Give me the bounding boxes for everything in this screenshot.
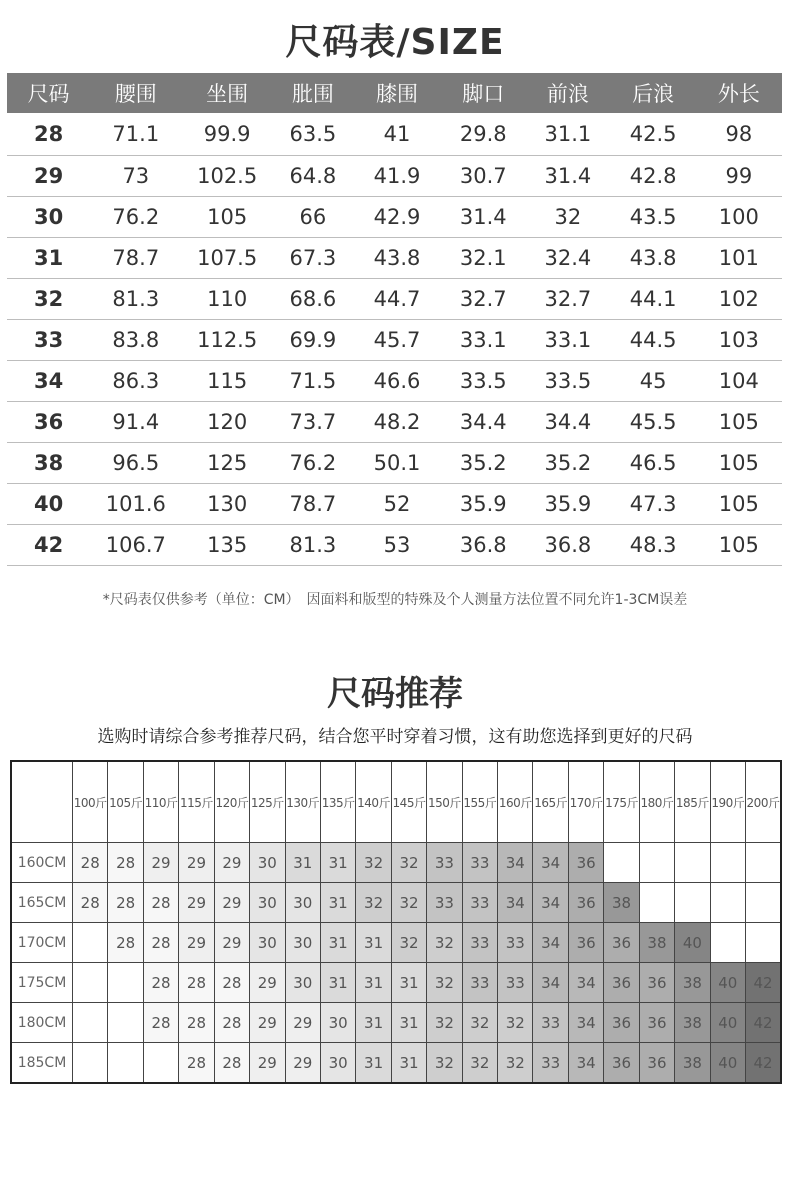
size-cell: 38 (7, 443, 90, 484)
weight-header-cell: 135斤 (320, 761, 355, 843)
measurement-cell: 64.8 (273, 156, 353, 197)
recommended-size-cell (746, 843, 781, 883)
measurement-cell: 41.9 (353, 156, 441, 197)
header-hem: 脚口 (441, 73, 525, 113)
measurement-cell: 78.7 (273, 484, 353, 525)
measurement-cell: 52 (353, 484, 441, 525)
recommended-size-cell: 38 (604, 883, 639, 923)
recommended-size-cell: 28 (179, 1003, 214, 1043)
measurement-cell: 106.7 (90, 525, 181, 566)
recommended-size-cell: 30 (250, 923, 285, 963)
weight-header-cell: 170斤 (568, 761, 603, 843)
measurement-cell: 45 (611, 361, 696, 402)
recommended-size-cell: 32 (498, 1003, 533, 1043)
recommended-size-cell: 31 (391, 1003, 426, 1043)
recommended-size-cell: 29 (285, 1043, 320, 1084)
recommended-size-cell (604, 843, 639, 883)
measurement-cell: 71.5 (273, 361, 353, 402)
measurement-cell: 42.9 (353, 197, 441, 238)
recommended-size-cell: 30 (250, 843, 285, 883)
recommended-size-cell: 31 (356, 963, 391, 1003)
weight-header-cell: 175斤 (604, 761, 639, 843)
recommended-size-cell: 28 (108, 923, 143, 963)
measurement-cell: 63.5 (273, 113, 353, 156)
recommended-size-cell: 38 (675, 1003, 710, 1043)
recommended-size-cell: 30 (285, 883, 320, 923)
height-row (11, 883, 781, 923)
recommended-size-cell: 36 (639, 1003, 674, 1043)
recommended-size-cell: 33 (462, 883, 497, 923)
recommended-size-cell: 28 (108, 883, 143, 923)
measurement-cell: 45.5 (611, 402, 696, 443)
recommended-size-cell: 36 (639, 963, 674, 1003)
measurement-cell: 41 (353, 113, 441, 156)
recommended-size-cell: 33 (427, 843, 462, 883)
measurement-cell: 99 (696, 156, 782, 197)
recommendation-title: 尺码推荐 (327, 674, 463, 714)
recommended-size-cell: 33 (462, 843, 497, 883)
header-front-rise: 前浪 (525, 73, 610, 113)
recommended-size-cell: 33 (498, 963, 533, 1003)
table-row (7, 238, 782, 279)
recommended-size-cell: 33 (427, 883, 462, 923)
recommended-size-cell: 34 (533, 883, 568, 923)
measurement-cell: 102.5 (181, 156, 272, 197)
recommended-size-cell: 36 (604, 1043, 639, 1084)
weight-header-cell: 190斤 (710, 761, 745, 843)
measurement-cell: 36.8 (441, 525, 525, 566)
measurement-cell: 35.2 (441, 443, 525, 484)
measurement-cell: 48.2 (353, 402, 441, 443)
recommended-size-cell (73, 923, 108, 963)
recommended-size-cell: 40 (710, 1003, 745, 1043)
header-hip: 坐围 (181, 73, 272, 113)
size-cell: 33 (7, 320, 90, 361)
table-row (7, 443, 782, 484)
measurement-cell: 102 (696, 279, 782, 320)
recommended-size-cell: 34 (498, 843, 533, 883)
measurement-cell: 112.5 (181, 320, 272, 361)
recommended-size-cell: 28 (143, 923, 178, 963)
recommended-size-cell: 32 (462, 1043, 497, 1084)
recommended-size-cell: 42 (746, 1043, 781, 1084)
measurement-cell: 120 (181, 402, 272, 443)
header-waist: 腰围 (90, 73, 181, 113)
measurement-cell: 105 (696, 525, 782, 566)
recommended-size-cell (639, 843, 674, 883)
recommended-size-cell: 28 (179, 1043, 214, 1084)
recommended-size-cell: 32 (356, 883, 391, 923)
size-cell: 32 (7, 279, 90, 320)
recommended-size-cell: 28 (214, 963, 249, 1003)
measurement-cell: 105 (696, 402, 782, 443)
size-cell: 30 (7, 197, 90, 238)
measurement-cell: 103 (696, 320, 782, 361)
header-knee: 膝围 (353, 73, 441, 113)
measurement-cell: 36.8 (525, 525, 610, 566)
weight-header-cell: 125斤 (250, 761, 285, 843)
recommended-size-cell: 34 (533, 843, 568, 883)
weight-header-cell: 110斤 (143, 761, 178, 843)
measurement-cell: 31.4 (441, 197, 525, 238)
recommended-size-cell: 29 (214, 843, 249, 883)
measurement-cell: 32.7 (525, 279, 610, 320)
weight-header-cell: 140斤 (356, 761, 391, 843)
recommended-size-cell: 31 (320, 883, 355, 923)
weight-header-cell: 185斤 (675, 761, 710, 843)
measurement-cell: 105 (181, 197, 272, 238)
height-label: 160CM (11, 843, 73, 883)
recommended-size-cell (108, 1043, 143, 1084)
recommended-size-cell: 36 (604, 923, 639, 963)
measurement-cell: 44.1 (611, 279, 696, 320)
recommended-size-cell: 32 (427, 963, 462, 1003)
measurement-cell: 68.6 (273, 279, 353, 320)
measurement-cell: 32.1 (441, 238, 525, 279)
recommended-size-cell: 40 (710, 1043, 745, 1084)
size-chart-header-row (7, 73, 782, 113)
height-row (11, 843, 781, 883)
size-cell: 29 (7, 156, 90, 197)
measurement-cell: 83.8 (90, 320, 181, 361)
measurement-cell: 86.3 (90, 361, 181, 402)
weight-header-cell: 165斤 (533, 761, 568, 843)
recommended-size-cell: 31 (356, 923, 391, 963)
recommended-size-cell: 34 (498, 883, 533, 923)
measurement-cell: 73 (90, 156, 181, 197)
recommended-size-cell: 32 (391, 843, 426, 883)
header-thigh: 肶围 (273, 73, 353, 113)
measurement-cell: 34.4 (525, 402, 610, 443)
measurement-cell: 130 (181, 484, 272, 525)
recommended-size-cell: 33 (462, 963, 497, 1003)
recommended-size-cell: 28 (143, 963, 178, 1003)
recommended-size-cell: 32 (356, 843, 391, 883)
recommended-size-cell: 42 (746, 1003, 781, 1043)
recommended-size-cell: 31 (320, 963, 355, 1003)
size-cell: 36 (7, 402, 90, 443)
recommended-size-cell: 34 (568, 1043, 603, 1084)
table-row (7, 197, 782, 238)
recommended-size-cell: 29 (285, 1003, 320, 1043)
measurement-cell: 29.8 (441, 113, 525, 156)
recommended-size-cell: 33 (533, 1043, 568, 1084)
recommended-size-cell (710, 883, 745, 923)
recommended-size-cell (675, 843, 710, 883)
recommended-size-cell: 31 (320, 843, 355, 883)
table-row (7, 361, 782, 402)
measurement-cell: 73.7 (273, 402, 353, 443)
size-cell: 31 (7, 238, 90, 279)
measurement-cell: 98 (696, 113, 782, 156)
measurement-cell: 135 (181, 525, 272, 566)
weight-header-row (11, 761, 781, 843)
recommended-size-cell: 29 (179, 843, 214, 883)
recommended-size-cell (746, 923, 781, 963)
recommended-size-cell (108, 1003, 143, 1043)
measurement-cell: 44.7 (353, 279, 441, 320)
measurement-cell: 105 (696, 443, 782, 484)
weight-header-cell: 145斤 (391, 761, 426, 843)
measurement-cell: 32.7 (441, 279, 525, 320)
size-cell: 42 (7, 525, 90, 566)
recommended-size-cell: 33 (462, 923, 497, 963)
recommended-size-cell: 31 (391, 963, 426, 1003)
measurement-cell: 32.4 (525, 238, 610, 279)
measurement-cell: 104 (696, 361, 782, 402)
measurement-cell: 96.5 (90, 443, 181, 484)
recommended-size-cell (710, 923, 745, 963)
measurement-cell: 91.4 (90, 402, 181, 443)
measurement-cell: 101 (696, 238, 782, 279)
recommended-size-cell: 32 (391, 883, 426, 923)
recommended-size-cell: 32 (462, 1003, 497, 1043)
table-row (7, 484, 782, 525)
measurement-cell: 45.7 (353, 320, 441, 361)
recommended-size-cell: 38 (675, 963, 710, 1003)
recommended-size-cell: 32 (391, 923, 426, 963)
size-cell: 34 (7, 361, 90, 402)
recommended-size-cell: 31 (285, 843, 320, 883)
measurement-cell: 33.5 (525, 361, 610, 402)
height-row (11, 923, 781, 963)
recommended-size-cell: 29 (179, 923, 214, 963)
measurement-cell: 35.2 (525, 443, 610, 484)
weight-header-cell: 150斤 (427, 761, 462, 843)
table-row (7, 525, 782, 566)
measurement-cell: 35.9 (525, 484, 610, 525)
recommended-size-cell: 36 (568, 883, 603, 923)
measurement-cell: 46.6 (353, 361, 441, 402)
recommended-size-cell: 36 (604, 963, 639, 1003)
measurement-cell: 81.3 (90, 279, 181, 320)
recommended-size-cell (746, 883, 781, 923)
recommended-size-cell: 29 (250, 1003, 285, 1043)
table-row (7, 320, 782, 361)
weight-header-cell: 155斤 (462, 761, 497, 843)
recommendation-table (10, 760, 782, 1084)
measurement-cell: 76.2 (90, 197, 181, 238)
recommended-size-cell: 34 (533, 923, 568, 963)
recommended-size-cell: 38 (675, 1043, 710, 1084)
recommended-size-cell: 28 (73, 883, 108, 923)
measurement-cell: 33.1 (525, 320, 610, 361)
recommended-size-cell: 29 (214, 883, 249, 923)
recommended-size-cell: 38 (639, 923, 674, 963)
measurement-cell: 48.3 (611, 525, 696, 566)
weight-header-cell: 115斤 (179, 761, 214, 843)
measurement-cell: 32 (525, 197, 610, 238)
recommended-size-cell: 34 (568, 1003, 603, 1043)
recommended-size-cell: 28 (214, 1043, 249, 1084)
measurement-cell: 76.2 (273, 443, 353, 484)
recommended-size-cell: 32 (427, 923, 462, 963)
measurement-cell: 42.5 (611, 113, 696, 156)
measurement-cell: 105 (696, 484, 782, 525)
measurement-cell: 43.8 (611, 238, 696, 279)
recommended-size-cell: 30 (285, 923, 320, 963)
recommended-size-cell (675, 883, 710, 923)
measurement-cell: 44.5 (611, 320, 696, 361)
recommended-size-cell: 33 (533, 1003, 568, 1043)
weight-header-cell: 130斤 (285, 761, 320, 843)
size-cell: 40 (7, 484, 90, 525)
measurement-cell: 33.5 (441, 361, 525, 402)
weight-header-cell: 180斤 (639, 761, 674, 843)
measurement-cell: 46.5 (611, 443, 696, 484)
weight-header-cell: 105斤 (108, 761, 143, 843)
measurement-cell: 78.7 (90, 238, 181, 279)
recommended-size-cell: 29 (214, 923, 249, 963)
measurement-cell: 71.1 (90, 113, 181, 156)
recommended-size-cell: 28 (143, 1003, 178, 1043)
recommended-size-cell (710, 843, 745, 883)
recommended-size-cell: 31 (391, 1043, 426, 1084)
recommended-size-cell: 34 (568, 963, 603, 1003)
size-chart-table (7, 73, 782, 566)
recommended-size-cell: 36 (604, 1003, 639, 1043)
recommended-size-cell: 36 (568, 843, 603, 883)
recommended-size-cell: 36 (568, 923, 603, 963)
recommended-size-cell: 31 (356, 1043, 391, 1084)
measurement-cell: 67.3 (273, 238, 353, 279)
recommended-size-cell (73, 963, 108, 1003)
size-chart-title: 尺码表/SIZE (285, 22, 505, 63)
table-row (7, 279, 782, 320)
measurement-cell: 101.6 (90, 484, 181, 525)
height-row (11, 963, 781, 1003)
recommended-size-cell: 40 (675, 923, 710, 963)
recommended-size-cell: 32 (427, 1043, 462, 1084)
measurement-cell: 69.9 (273, 320, 353, 361)
measurement-cell: 110 (181, 279, 272, 320)
recommended-size-cell: 28 (179, 963, 214, 1003)
recommended-size-cell (73, 1043, 108, 1084)
recommended-size-cell (143, 1043, 178, 1084)
recommended-size-cell: 32 (427, 1003, 462, 1043)
measurement-cell: 47.3 (611, 484, 696, 525)
height-label: 170CM (11, 923, 73, 963)
recommended-size-cell: 31 (356, 1003, 391, 1043)
measurement-cell: 43.5 (611, 197, 696, 238)
recommended-size-cell: 42 (746, 963, 781, 1003)
recommended-size-cell: 32 (498, 1043, 533, 1084)
corner-cell (11, 761, 73, 843)
height-label: 185CM (11, 1043, 73, 1084)
measurement-cell: 81.3 (273, 525, 353, 566)
weight-header-cell: 100斤 (73, 761, 108, 843)
measurement-cell: 30.7 (441, 156, 525, 197)
measurement-cell: 53 (353, 525, 441, 566)
recommended-size-cell: 29 (179, 883, 214, 923)
measurement-cell: 115 (181, 361, 272, 402)
measurement-cell: 35.9 (441, 484, 525, 525)
height-label: 165CM (11, 883, 73, 923)
measurement-cell: 31.4 (525, 156, 610, 197)
recommendation-subtitle: 选购时请综合参考推荐尺码，结合您平时穿着习惯，这有助您选择到更好的尺码 (97, 727, 693, 747)
height-row (11, 1043, 781, 1084)
height-row (11, 1003, 781, 1043)
recommended-size-cell: 31 (320, 923, 355, 963)
recommended-size-cell: 28 (108, 843, 143, 883)
measurement-cell: 43.8 (353, 238, 441, 279)
height-label: 175CM (11, 963, 73, 1003)
measurement-cell: 99.9 (181, 113, 272, 156)
header-size: 尺码 (7, 73, 90, 113)
measurement-cell: 50.1 (353, 443, 441, 484)
recommended-size-cell: 28 (73, 843, 108, 883)
measurement-cell: 66 (273, 197, 353, 238)
recommended-size-cell: 30 (320, 1043, 355, 1084)
recommended-size-cell: 40 (710, 963, 745, 1003)
recommended-size-cell: 30 (250, 883, 285, 923)
table-row (7, 113, 782, 156)
table-row (7, 156, 782, 197)
measurement-cell: 33.1 (441, 320, 525, 361)
recommended-size-cell: 36 (639, 1043, 674, 1084)
recommended-size-cell: 30 (285, 963, 320, 1003)
recommended-size-cell: 29 (250, 1043, 285, 1084)
recommended-size-cell (108, 963, 143, 1003)
header-back-rise: 后浪 (611, 73, 696, 113)
measurement-cell: 100 (696, 197, 782, 238)
measurement-cell: 34.4 (441, 402, 525, 443)
recommended-size-cell: 33 (498, 923, 533, 963)
measurement-cell: 31.1 (525, 113, 610, 156)
weight-header-cell: 160斤 (498, 761, 533, 843)
recommended-size-cell (73, 1003, 108, 1043)
size-cell: 28 (7, 113, 90, 156)
table-row (7, 402, 782, 443)
measurement-cell: 42.8 (611, 156, 696, 197)
measurement-cell: 125 (181, 443, 272, 484)
recommended-size-cell: 29 (143, 843, 178, 883)
size-chart-note: *尺码表仅供参考（单位：CM） 因面料和版型的特殊及个人测量方法位置不同允许1-3CM误差 (102, 592, 688, 608)
header-outseam: 外长 (696, 73, 782, 113)
recommended-size-cell: 28 (214, 1003, 249, 1043)
height-label: 180CM (11, 1003, 73, 1043)
recommended-size-cell: 29 (250, 963, 285, 1003)
recommended-size-cell: 34 (533, 963, 568, 1003)
recommended-size-cell: 30 (320, 1003, 355, 1043)
weight-header-cell: 120斤 (214, 761, 249, 843)
measurement-cell: 107.5 (181, 238, 272, 279)
recommended-size-cell (639, 883, 674, 923)
weight-header-cell: 200斤 (746, 761, 781, 843)
recommended-size-cell: 28 (143, 883, 178, 923)
